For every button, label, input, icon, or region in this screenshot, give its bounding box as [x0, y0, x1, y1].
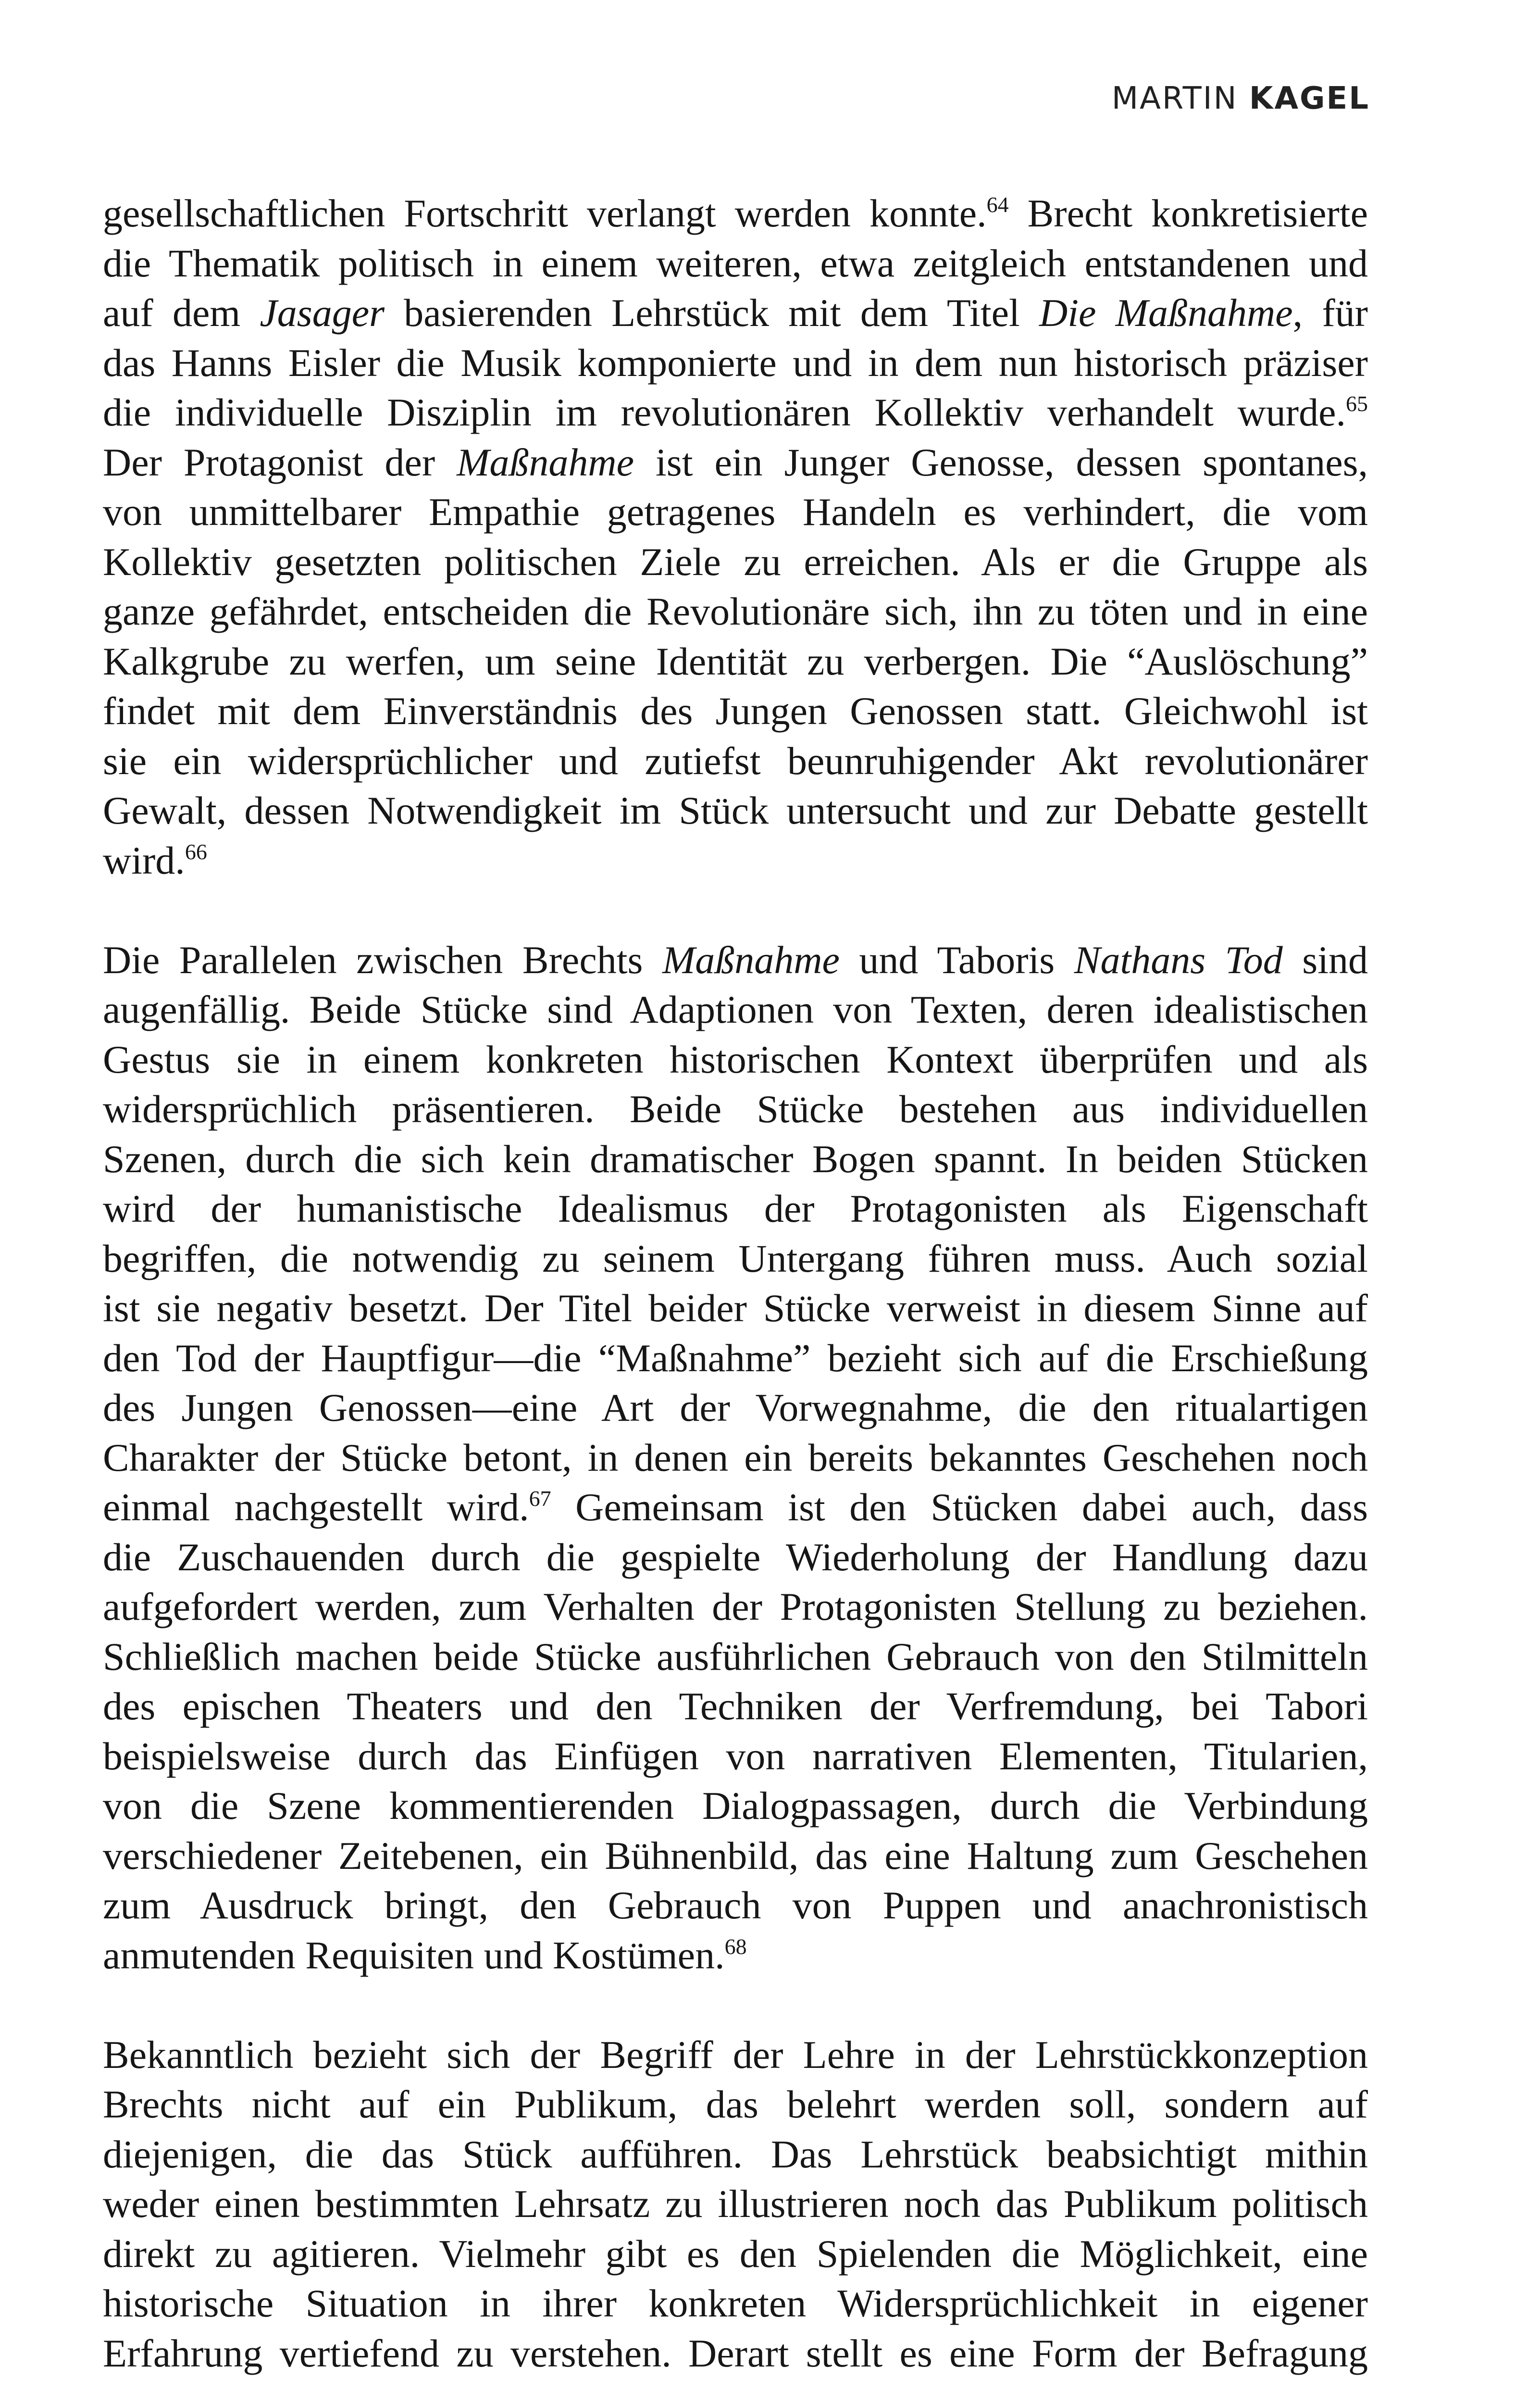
text-run: historische Situation in ihrer konkreten Widersprüchlichkeit in eigener	[103, 2281, 1368, 2325]
text-line	[103, 1831, 1368, 1881]
footnote-ref: 68	[724, 1934, 747, 1959]
text-line	[103, 2030, 1368, 2080]
text-line	[103, 637, 1368, 687]
text-line	[103, 2329, 1368, 2379]
paragraph	[103, 188, 1368, 885]
text-run: , für	[1292, 291, 1368, 335]
text-run: zum Ausdruck bringt, den Gebrauch von Puppen und anachronistisch	[103, 1883, 1368, 1927]
text-line	[103, 1433, 1368, 1483]
text-run: aufgefordert werden, zum Verhalten der Protagonisten Stellung zu beziehen.	[103, 1585, 1368, 1628]
text-run: des epischen Theaters und den Techniken der Verfremdung, bei Tabori	[103, 1684, 1368, 1728]
text-line	[103, 1681, 1368, 1731]
text-line	[103, 1880, 1368, 1930]
footnote-ref: 66	[185, 839, 207, 864]
text-line	[103, 1283, 1368, 1333]
text-run: die individuelle Disziplin im revolutionären Kollektiv verhandelt wurde.	[103, 390, 1346, 434]
text-line	[103, 1582, 1368, 1632]
footnote-ref: 64	[986, 192, 1009, 217]
text-line	[103, 1383, 1368, 1433]
author-last-name: KAGEL	[1249, 81, 1370, 116]
text-run: findet mit dem Einverständnis des Jungen Genossen statt. Gleichwohl ist	[103, 689, 1368, 733]
text-run: augenfällig. Beide Stücke sind Adaptionen von Texten, deren idealistischen	[103, 988, 1368, 1031]
work-title: Maßnahme	[457, 440, 634, 484]
text-line	[103, 1184, 1368, 1234]
text-line	[103, 1084, 1368, 1134]
text-run: Szenen, durch die sich kein dramatischer Bogen spannt. In beiden Stücken	[103, 1137, 1368, 1181]
text-run: Schließlich machen beide Stücke ausführlichen Gebrauch von den Stilmitteln	[103, 1634, 1368, 1678]
text-run: und Taboris	[839, 938, 1074, 982]
text-run: sind	[1282, 938, 1368, 982]
text-line	[103, 1333, 1368, 1383]
text-run: Brechts nicht auf ein Publikum, das belehrt werden soll, sondern auf	[103, 2082, 1368, 2126]
text-run: Die Parallelen zwischen Brechts	[103, 938, 662, 982]
text-line	[103, 1035, 1368, 1085]
paragraph	[103, 2030, 1368, 2379]
work-title: Die Maßnahme	[1039, 291, 1293, 335]
text-run: Erfahrung vertiefend zu verstehen. Derart stellt es eine Form der Befragung	[103, 2331, 1368, 2375]
text-run: Gemeinsam ist den Stücken dabei auch, dass	[551, 1485, 1368, 1529]
text-line	[103, 736, 1368, 786]
text-run: ist sie negativ besetzt. Der Titel beider Stücke verweist in diesem Sinne auf	[103, 1286, 1368, 1330]
text-line	[103, 2179, 1368, 2229]
text-run: die Thematik politisch in einem weiteren, etwa zeitgleich entstandenen und	[103, 241, 1368, 285]
text-line	[103, 935, 1368, 985]
text-run: Bekanntlich bezieht sich der Begriff der Lehre in der Lehrstückkonzeption	[103, 2032, 1368, 2077]
work-title: Maßnahme	[662, 938, 840, 982]
text-run: verschiedener Zeitebenen, ein Bühnenbild, das eine Haltung zum Geschehen	[103, 1833, 1368, 1878]
text-run: Gewalt, dessen Notwendigkeit im Stück untersucht und zur Debatte gestellt	[103, 789, 1368, 832]
text-run: beispielsweise durch das Einfügen von narrativen Elementen, Titularien,	[103, 1734, 1368, 1778]
running-head	[1112, 81, 1370, 116]
text-line	[103, 2279, 1368, 2329]
text-run: ganze gefährdet, entscheiden die Revolutionäre sich, ihn zu töten und in eine	[103, 589, 1368, 633]
text-line	[103, 587, 1368, 637]
text-line	[103, 388, 1368, 438]
text-run: anmutenden Requisiten und Kostümen.	[103, 1933, 725, 1977]
text-run: diejenigen, die das Stück aufführen. Das Lehrstück beabsichtigt mithin	[103, 2132, 1368, 2176]
text-run: die Zuschauenden durch die gespielte Wiederholung der Handlung dazu	[103, 1535, 1368, 1579]
text-line	[103, 1781, 1368, 1831]
text-run: gesellschaftlichen Fortschritt verlangt werden konnte.	[103, 191, 987, 235]
text-run: basierenden Lehrstück mit dem Titel	[385, 291, 1040, 335]
text-line	[103, 1532, 1368, 1582]
text-line	[103, 1731, 1368, 1781]
text-line	[103, 288, 1368, 338]
text-line	[103, 238, 1368, 288]
body-text	[103, 188, 1368, 2378]
text-run: Der Protagonist der	[103, 440, 457, 484]
text-line	[103, 985, 1368, 1035]
text-line	[103, 338, 1368, 388]
text-line	[103, 2079, 1368, 2129]
text-run: begriffen, die notwendig zu seinem Untergang führen muss. Auch sozial	[103, 1236, 1368, 1280]
text-line	[103, 537, 1368, 587]
text-line	[103, 1134, 1368, 1184]
text-run: Kalkgrube zu werfen, um seine Identität zu verbergen. Die “Auslöschung”	[103, 639, 1368, 683]
text-run: Brecht konkretisierte	[1008, 191, 1368, 235]
text-run: wird der humanistische Idealismus der Protagonisten als Eigenschaft	[103, 1187, 1368, 1230]
text-line	[103, 686, 1368, 736]
author-first-name: MARTIN	[1111, 81, 1238, 116]
text-run: von unmittelbarer Empathie getragenes Handeln es verhindert, die vom	[103, 490, 1368, 534]
text-line	[103, 487, 1368, 537]
text-run: Gestus sie in einem konkreten historischen Kontext überprüfen und als	[103, 1037, 1368, 1081]
text-run: weder einen bestimmten Lehrsatz zu illustrieren noch das Publikum politisch	[103, 2182, 1368, 2226]
text-line	[103, 2129, 1368, 2179]
text-run: von die Szene kommentierenden Dialogpassagen, durch die Verbindung	[103, 1784, 1368, 1828]
footnote-ref: 65	[1346, 391, 1368, 416]
paragraph	[103, 935, 1368, 1980]
text-run: Charakter der Stücke betont, in denen ein bereits bekanntes Geschehen noch	[103, 1435, 1368, 1479]
text-line	[103, 1482, 1368, 1532]
text-run: sie ein widersprüchlicher und zutiefst beunruhigender Akt revolutionärer	[103, 739, 1368, 783]
text-run: wird.	[103, 838, 185, 882]
work-title: Nathans Tod	[1074, 938, 1283, 982]
text-run: einmal nachgestellt wird.	[103, 1485, 529, 1529]
work-title: Jasager	[260, 291, 385, 335]
text-run: direkt zu agitieren. Vielmehr gibt es den Spielenden die Möglichkeit, eine	[103, 2231, 1368, 2276]
text-line	[103, 786, 1368, 836]
text-run: den Tod der Hauptfigur—die “Maßnahme” bezieht sich auf die Erschießung	[103, 1336, 1368, 1380]
text-run: das Hanns Eisler die Musik komponierte und in dem nun historisch präziser	[103, 340, 1368, 385]
text-run: ist ein Junger Genosse, dessen spontanes,	[634, 440, 1368, 484]
text-line	[103, 1234, 1368, 1284]
footnote-ref: 67	[529, 1486, 551, 1511]
text-line	[103, 836, 1368, 886]
text-line	[103, 438, 1368, 488]
text-run: Kollektiv gesetzten politischen Ziele zu erreichen. Als er die Gruppe als	[103, 539, 1368, 584]
text-line	[103, 1930, 1368, 1980]
text-run: auf dem	[103, 291, 260, 335]
text-line	[103, 188, 1368, 238]
text-run: des Jungen Genossen—eine Art der Vorwegnahme, die den ritualartigen	[103, 1386, 1368, 1429]
text-line	[103, 2229, 1368, 2279]
text-run: widersprüchlich präsentieren. Beide Stücke bestehen aus individuellen	[103, 1087, 1368, 1131]
text-line	[103, 1632, 1368, 1682]
